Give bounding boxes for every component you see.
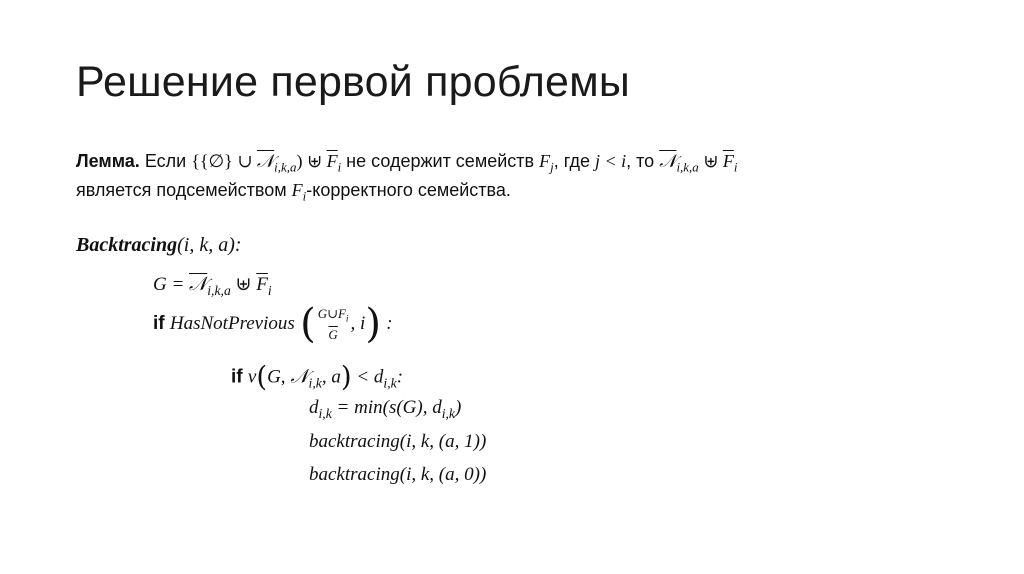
algo-hnp: HasNotPrevious: [169, 313, 295, 334]
lemma-Fj-sub: j: [550, 159, 554, 175]
lemma-N2-sub: i,k,a: [676, 159, 699, 175]
algo-v-paren-open: (: [256, 361, 268, 393]
lemma-set-expr: {{∅} ∪: [191, 151, 257, 171]
algo-header: [76, 234, 242, 257]
algo-header-name: Backtracing: [76, 234, 178, 256]
algo-d-lhs-sub: i,k: [318, 405, 332, 421]
algo-d-sub: i,k: [383, 375, 397, 391]
algo-frac-top: [318, 306, 349, 327]
algo-d-assign: [309, 397, 461, 422]
lemma-Fj: F: [539, 151, 551, 171]
lemma-N2: 𝒩: [659, 151, 677, 171]
lemma-F: $\overline{F}$: [326, 151, 338, 171]
lemma-where: , где: [553, 151, 595, 171]
algo-v-N: 𝒩: [290, 366, 309, 388]
algo-d-lhs: d: [309, 397, 319, 418]
lemma-uplus2: ⊎: [698, 151, 723, 171]
algo-fraction: [318, 306, 349, 342]
algo-if-v: [231, 361, 403, 393]
lemma-line-1: [76, 151, 737, 176]
algo-call-1: backtracing(i, k, (a, 1)): [309, 431, 487, 452]
lemma-if: Если: [144, 151, 187, 171]
algo-v-args-b: , a: [321, 366, 341, 388]
algo-paren-open: (: [300, 301, 316, 347]
lemma-F2-sub: i: [733, 159, 738, 175]
lemma-j-lt-i: j < i: [594, 151, 627, 171]
algo-paren-close: ): [365, 301, 381, 347]
lemma-N: 𝒩: [256, 151, 275, 171]
algo-v-colon: :: [396, 366, 404, 388]
lemma-line2-F-sub: i: [302, 188, 307, 204]
algo-if-kw: if: [153, 313, 165, 334]
algo-lt-d: < d: [351, 366, 384, 388]
algo-g-N-sub: i,k,a: [207, 282, 231, 298]
algo-g-assign: [153, 273, 272, 299]
lemma-F2: $\overline{F}$: [722, 151, 734, 171]
algo-v-N-sub: i,k: [308, 375, 322, 391]
algo-frac-bottom: G: [328, 327, 338, 343]
lemma-line2-text: является подсемейством: [76, 180, 292, 200]
algo-v: v: [247, 366, 257, 388]
lemma-mid-text: не содержит семейств: [341, 151, 540, 171]
lemma-line2-tail: -корректного семейства.: [306, 180, 511, 200]
lemma-close-paren: ): [296, 151, 303, 171]
algo-g-F: $\overline{F}$: [256, 274, 268, 295]
slide-title: Решение первой проблемы: [76, 58, 630, 106]
lemma-line-2: [76, 180, 511, 205]
algo-frac-tail: , i: [350, 313, 366, 334]
algo-if-v-kw: if: [231, 366, 243, 388]
algo-v-paren-close: ): [340, 361, 352, 393]
lemma-F-sub: i: [337, 159, 342, 175]
algo-d-eq-sub: i,k: [441, 405, 456, 421]
algo-g-N: 𝒩: [189, 274, 208, 295]
algo-if-colon: :: [386, 313, 393, 334]
algo-g-lhs: G =: [153, 274, 190, 295]
algo-g-F-sub: i: [267, 282, 272, 298]
algo-v-args-a: G,: [267, 366, 291, 388]
algo-d-close: ): [455, 397, 462, 418]
algo-g-uplus: ⊎: [230, 274, 257, 295]
algo-frac-top-text: G∪F: [317, 305, 346, 321]
lemma-then: , то: [626, 151, 660, 171]
algo-d-eq: = min(s(G), d: [331, 397, 442, 418]
lemma-label: Лемма.: [76, 151, 140, 171]
lemma-line2-F: F: [291, 180, 303, 200]
lemma-N-sub: i,k,a: [274, 159, 297, 175]
algo-if-hnp: [153, 298, 393, 350]
algo-call-2: backtracing(i, k, (a, 0)): [309, 464, 487, 485]
algo-frac-top-sub: i: [345, 314, 349, 325]
lemma-uplus: ⊎: [302, 151, 327, 171]
algo-header-args: (i, k, a):: [177, 234, 242, 256]
